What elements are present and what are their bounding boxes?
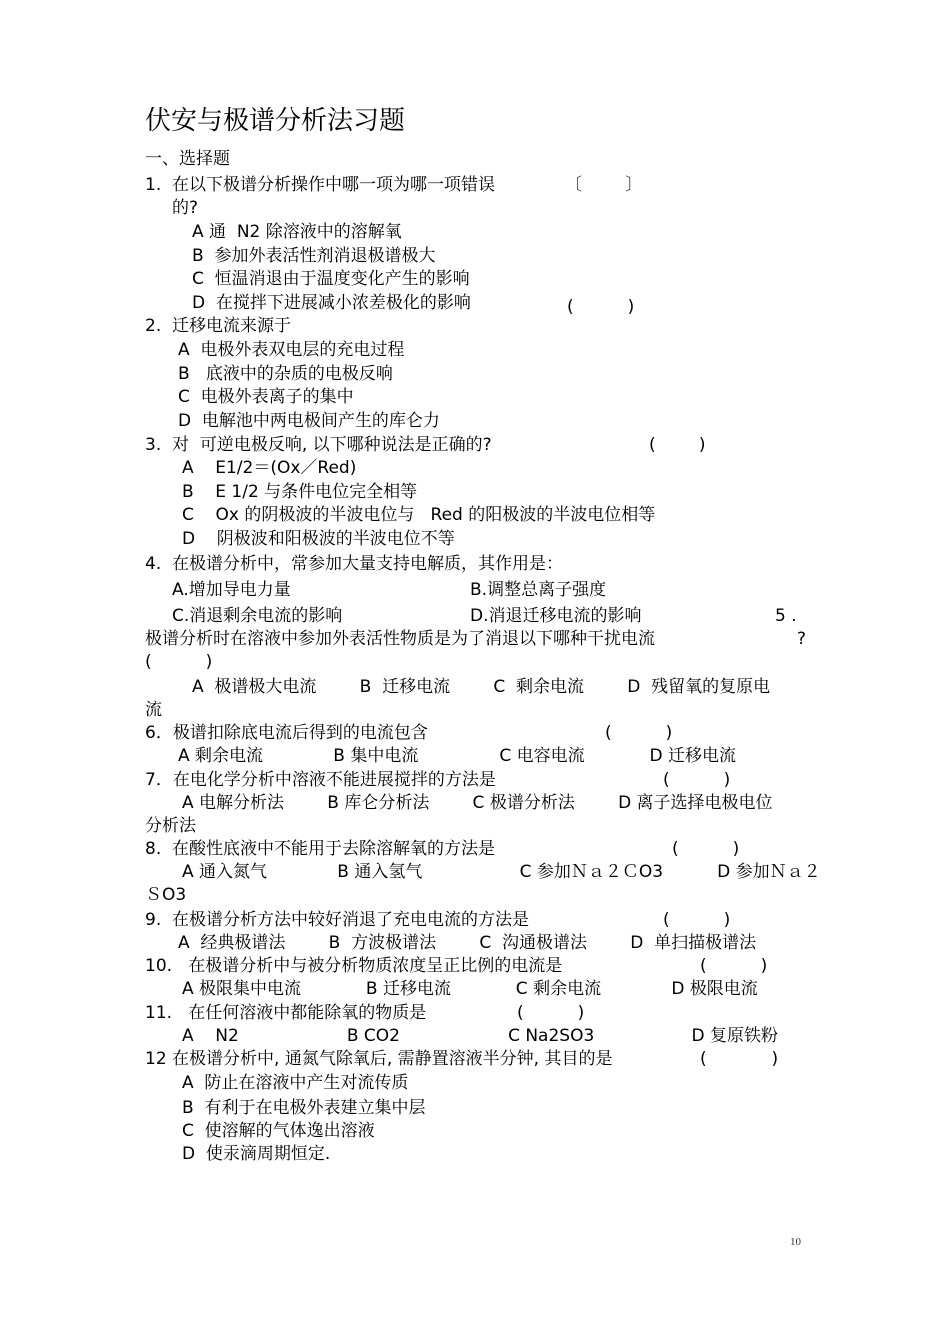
text-line: ( ) [700,956,768,976]
text-line: A E1/2＝(Ox／Red) [182,458,357,478]
text-line: A 极谱极大电流 B 迁移电流 C 剩余电流 D 残留氧的复原电 [192,677,771,697]
text-line: 11. 在任何溶液中都能除氧的物质是 [145,1003,427,1023]
text-line: A.增加导电力量 [172,580,291,600]
page-number: 10 [790,1236,801,1248]
text-line: A 电极外表双电层的充电过程 [178,340,405,360]
text-line: 5 . [775,606,797,626]
text-line: 分析法 [145,816,196,836]
text-line: D 使汞滴周期恒定. [182,1144,331,1164]
text-line: 〔 〕 [565,175,643,195]
text-line: ( ) [517,1003,585,1023]
text-line: D 在搅拌下进展减小浓差极化的影响 [192,293,471,313]
text-line: ( ) [663,910,731,930]
text-line: B E 1/2 与条件电位完全相等 [182,482,418,502]
text-line: A 剩余电流 B 集中电流 C 电容电流 D 迁移电流 [178,746,737,766]
text-line: 3. 对 可逆电极反响, 以下哪种说法是正确的? [145,435,492,455]
text-line: C 使溶解的气体逸出溶液 [182,1121,375,1141]
text-line: ＳO3 [145,885,187,905]
text-line: B 参加外表活性剂消退极谱极大 [192,246,436,266]
text-line: ( ) [663,770,731,790]
text-line: B.调整总离子强度 [470,580,607,600]
text-line: D 阴极波和阳极波的半波电位不等 [182,529,455,549]
text-line: 4. 在极谱分析中，常参加大量支持电解质，其作用是： [145,554,564,574]
text-line: ( ) [567,297,635,317]
text-line: A 通 N2 除溶液中的溶解氧 [192,222,402,242]
text-line: C Ox 的阴极波的半波电位与 Red 的阳极波的半波电位相等 [182,505,656,525]
text-line: 12 在极谱分析中, 通氮气除氧后, 需静置溶液半分钟, 其目的是 [145,1049,613,1069]
text-line: 9. 在极谱分析方法中较好消退了充电电流的方法是 [145,910,530,930]
text-line: B 底液中的杂质的电极反响 [178,364,393,384]
text-line: ( ) [145,652,213,672]
text-line: 6．极谱扣除底电流后得到的电流包含 [145,723,428,743]
page-title: 伏安与极谱分析法习题 [145,106,406,136]
text-line: A 通入氮气 B 通入氢气 C 参加Ｎａ２ＣO3 D 参加Ｎａ２ [182,862,821,882]
text-line: A N2 B CO2 C Na2SO3 D 复原铁粉 [182,1026,779,1046]
text-line: 7．在电化学分析中溶液不能进展搅拌的方法是 [145,770,496,790]
text-line: 的? [172,198,199,218]
text-line: C 电极外表离子的集中 [178,387,354,407]
text-line: ? [797,629,807,649]
text-line: 流 [145,700,162,720]
text-line: ( ) [700,1049,779,1069]
text-line: A 电解分析法 B 库仑分析法 C 极谱分析法 D 离子选择电极电位 [182,793,773,813]
text-line: 10. 在极谱分析中与被分析物质浓度呈正比例的电流是 [145,956,563,976]
text-line: 8. 在酸性底液中不能用于去除溶解氧的方法是 [145,839,496,859]
text-line: A 经典极谱法 B 方波极谱法 C 沟通极谱法 D 单扫描极谱法 [178,933,757,953]
text-line: D.消退迁移电流的影响 [470,606,642,626]
text-line: A 防止在溶液中产生对流传质 [182,1073,409,1093]
text-line: ( ) [605,723,673,743]
text-line: 极谱分析时在溶液中参加外表活性物质是为了消退以下哪种干扰电流 [145,629,655,649]
text-line: 1. 在以下极谱分析操作中哪一项为哪一项错误 [145,175,496,195]
text-line: 2. 迁移电流来源于 [145,316,292,336]
text-line: A 极限集中电流 B 迁移电流 C 剩余电流 D 极限电流 [182,979,758,999]
text-line: C.消退剩余电流的影响 [172,606,343,626]
text-line: D 电解池中两电极间产生的库仑力 [178,411,440,431]
text-line: C 恒温消退由于温度变化产生的影响 [192,269,470,289]
text-line: ( ) [649,435,706,455]
text-line: B 有利于在电极外表建立集中层 [182,1098,426,1118]
text-line: ( ) [672,839,740,859]
section-heading: 一、选择题 [145,149,230,169]
